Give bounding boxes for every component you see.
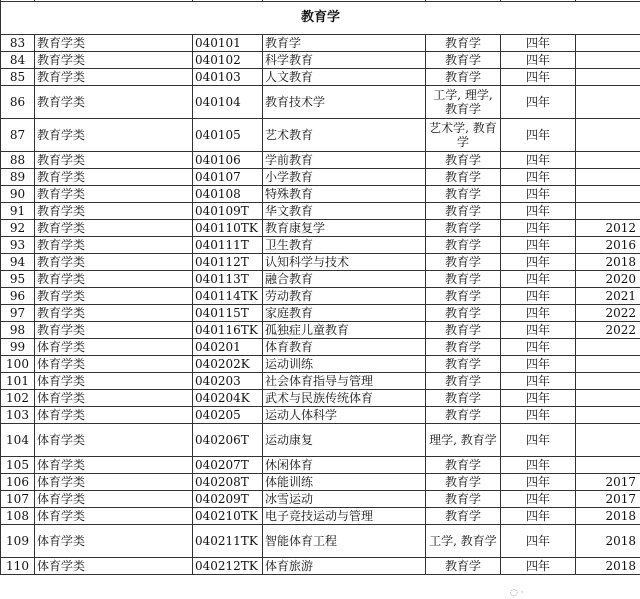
row-index: 106 (1, 474, 35, 491)
table-row (1, 203, 640, 220)
major-code-cell: 040113T (193, 271, 263, 288)
row-index: 93 (1, 237, 35, 254)
major-name-cell: 冰雪运动 (263, 491, 426, 508)
row-index: 98 (1, 322, 35, 339)
major-code-cell: 040116TK (193, 322, 263, 339)
degree-cell: 教育学 (426, 186, 501, 203)
year-added-cell (576, 390, 640, 407)
degree-cell: 教育学 (426, 220, 501, 237)
row-index: 104 (1, 424, 35, 457)
major-name-cell: 教育学 (263, 35, 426, 52)
row-index: 84 (1, 52, 35, 69)
degree-cell: 教育学 (426, 373, 501, 390)
major-code-cell: 040205 (193, 407, 263, 424)
year-added-cell: 2017 (576, 491, 640, 508)
row-index: 100 (1, 356, 35, 373)
duration-cell: 四年 (501, 373, 576, 390)
duration-cell: 四年 (501, 271, 576, 288)
major-name-cell: 小学教育 (263, 169, 426, 186)
year-added-cell: 2018 (576, 508, 640, 525)
major-code-cell: 040207T (193, 457, 263, 474)
degree-cell: 教育学 (426, 169, 501, 186)
major-code-cell: 040204K (193, 390, 263, 407)
major-name-cell: 运动康复 (263, 424, 426, 457)
row-index: 88 (1, 152, 35, 169)
major-code-cell: 040201 (193, 339, 263, 356)
year-added-cell (576, 86, 640, 119)
year-added-cell: 2022 (576, 322, 640, 339)
row-index: 105 (1, 457, 35, 474)
row-index: 85 (1, 69, 35, 86)
category-cell: 教育学类 (35, 271, 193, 288)
row-index: 108 (1, 508, 35, 525)
table-row (1, 474, 640, 491)
table-row (1, 186, 640, 203)
degree-cell: 教育学 (426, 35, 501, 52)
major-name-cell: 社会体育指导与管理 (263, 373, 426, 390)
category-cell: 教育学类 (35, 237, 193, 254)
category-cell: 体育学类 (35, 491, 193, 508)
duration-cell: 四年 (501, 424, 576, 457)
duration-cell: 四年 (501, 169, 576, 186)
year-added-cell (576, 169, 640, 186)
duration-cell: 四年 (501, 186, 576, 203)
table-row (1, 152, 640, 169)
category-cell: 体育学类 (35, 558, 193, 575)
table-row (1, 254, 640, 271)
major-name-cell: 融合教育 (263, 271, 426, 288)
category-cell: 体育学类 (35, 407, 193, 424)
category-cell: 体育学类 (35, 390, 193, 407)
table-row (1, 305, 640, 322)
year-added-cell (576, 407, 640, 424)
year-added-cell (576, 373, 640, 390)
major-code-cell: 040103 (193, 69, 263, 86)
category-cell: 教育学类 (35, 152, 193, 169)
row-index: 87 (1, 119, 35, 152)
degree-cell: 教育学 (426, 305, 501, 322)
row-index: 103 (1, 407, 35, 424)
row-index: 107 (1, 491, 35, 508)
major-code-cell: 040109T (193, 203, 263, 220)
major-code-cell: 040203 (193, 373, 263, 390)
year-added-cell (576, 457, 640, 474)
category-cell: 教育学类 (35, 186, 193, 203)
duration-cell: 四年 (501, 119, 576, 152)
major-name-cell: 卫生教育 (263, 237, 426, 254)
table-row (1, 288, 640, 305)
watermark-icon: ◌ · (510, 588, 524, 598)
table-row (1, 457, 640, 474)
category-cell: 体育学类 (35, 457, 193, 474)
degree-cell: 教育学 (426, 491, 501, 508)
year-added-cell: 2017 (576, 474, 640, 491)
table-row (1, 508, 640, 525)
degree-cell: 教育学 (426, 558, 501, 575)
row-index: 90 (1, 186, 35, 203)
major-code-cell: 040107 (193, 169, 263, 186)
major-code-cell: 040208T (193, 474, 263, 491)
table-row (1, 407, 640, 424)
duration-cell: 四年 (501, 152, 576, 169)
degree-cell: 工学, 理学, 教育学 (426, 86, 501, 119)
major-name-cell: 武术与民族传统体育 (263, 390, 426, 407)
row-index: 83 (1, 35, 35, 52)
year-added-cell (576, 35, 640, 52)
major-name-cell: 艺术教育 (263, 119, 426, 152)
degree-cell: 教育学 (426, 390, 501, 407)
major-name-cell: 孤独症儿童教育 (263, 322, 426, 339)
row-index: 97 (1, 305, 35, 322)
year-added-cell: 2022 (576, 305, 640, 322)
major-name-cell: 家庭教育 (263, 305, 426, 322)
table-row (1, 322, 640, 339)
duration-cell: 四年 (501, 86, 576, 119)
major-name-cell: 科学教育 (263, 52, 426, 69)
major-name-cell: 劳动教育 (263, 288, 426, 305)
category-cell: 教育学类 (35, 169, 193, 186)
degree-cell: 教育学 (426, 271, 501, 288)
category-cell: 体育学类 (35, 373, 193, 390)
duration-cell: 四年 (501, 339, 576, 356)
duration-cell: 四年 (501, 52, 576, 69)
duration-cell: 四年 (501, 237, 576, 254)
major-code-cell: 040112T (193, 254, 263, 271)
row-index: 109 (1, 525, 35, 558)
major-code-cell: 040206T (193, 424, 263, 457)
major-name-cell: 体育旅游 (263, 558, 426, 575)
major-name-cell: 人文教育 (263, 69, 426, 86)
duration-cell: 四年 (501, 356, 576, 373)
major-code-cell: 040202K (193, 356, 263, 373)
table-row (1, 86, 640, 119)
table-row (1, 558, 640, 575)
major-code-cell: 040211TK (193, 525, 263, 558)
row-index: 110 (1, 558, 35, 575)
table-row (1, 390, 640, 407)
year-added-cell (576, 152, 640, 169)
major-code-cell: 040115T (193, 305, 263, 322)
year-added-cell (576, 69, 640, 86)
major-name-cell: 教育康复学 (263, 220, 426, 237)
degree-cell: 教育学 (426, 52, 501, 69)
major-name-cell: 运动人体科学 (263, 407, 426, 424)
row-index: 96 (1, 288, 35, 305)
year-added-cell: 2020 (576, 271, 640, 288)
major-name-cell: 特殊教育 (263, 186, 426, 203)
year-added-cell (576, 186, 640, 203)
row-index: 86 (1, 86, 35, 119)
degree-cell: 教育学 (426, 152, 501, 169)
major-name-cell: 认知科学与技术 (263, 254, 426, 271)
major-name-cell: 电子竞技运动与管理 (263, 508, 426, 525)
duration-cell: 四年 (501, 508, 576, 525)
category-cell: 教育学类 (35, 203, 193, 220)
table-row (1, 237, 640, 254)
table-row (1, 271, 640, 288)
row-index: 102 (1, 390, 35, 407)
major-code-cell: 040210TK (193, 508, 263, 525)
major-code-cell: 040101 (193, 35, 263, 52)
category-cell: 体育学类 (35, 339, 193, 356)
duration-cell: 四年 (501, 457, 576, 474)
year-added-cell: 2016 (576, 237, 640, 254)
category-cell: 教育学类 (35, 52, 193, 69)
duration-cell: 四年 (501, 288, 576, 305)
degree-cell: 教育学 (426, 508, 501, 525)
major-name-cell: 体育教育 (263, 339, 426, 356)
table-row (1, 35, 640, 52)
row-index: 95 (1, 271, 35, 288)
major-code-cell: 040110TK (193, 220, 263, 237)
category-cell: 教育学类 (35, 305, 193, 322)
category-cell: 教育学类 (35, 322, 193, 339)
duration-cell: 四年 (501, 69, 576, 86)
duration-cell: 四年 (501, 254, 576, 271)
major-code-cell: 040104 (193, 86, 263, 119)
year-added-cell (576, 424, 640, 457)
major-code-cell: 040111T (193, 237, 263, 254)
duration-cell: 四年 (501, 525, 576, 558)
degree-cell: 教育学 (426, 322, 501, 339)
major-name-cell: 运动训练 (263, 356, 426, 373)
degree-cell: 教育学 (426, 407, 501, 424)
table-row (1, 220, 640, 237)
major-code-cell: 040102 (193, 52, 263, 69)
year-added-cell (576, 119, 640, 152)
major-name-cell: 学前教育 (263, 152, 426, 169)
category-cell: 体育学类 (35, 525, 193, 558)
degree-cell: 教育学 (426, 288, 501, 305)
category-cell: 教育学类 (35, 119, 193, 152)
category-cell: 体育学类 (35, 474, 193, 491)
major-name-cell: 休闲体育 (263, 457, 426, 474)
major-name-cell: 华文教育 (263, 203, 426, 220)
duration-cell: 四年 (501, 305, 576, 322)
duration-cell: 四年 (501, 474, 576, 491)
category-cell: 体育学类 (35, 508, 193, 525)
duration-cell: 四年 (501, 220, 576, 237)
degree-cell: 工学, 教育学 (426, 525, 501, 558)
duration-cell: 四年 (501, 558, 576, 575)
category-cell: 教育学类 (35, 220, 193, 237)
duration-cell: 四年 (501, 407, 576, 424)
table-row (1, 525, 640, 558)
major-code-cell: 040114TK (193, 288, 263, 305)
major-code-cell: 040106 (193, 152, 263, 169)
year-added-cell: 2021 (576, 288, 640, 305)
major-code-cell: 040105 (193, 119, 263, 152)
table-row (1, 339, 640, 356)
duration-cell: 四年 (501, 390, 576, 407)
table-row (1, 373, 640, 390)
year-added-cell: 2018 (576, 254, 640, 271)
major-code-cell: 040108 (193, 186, 263, 203)
table-row (1, 169, 640, 186)
degree-cell: 理学, 教育学 (426, 424, 501, 457)
section-header-row (1, 2, 640, 35)
category-cell: 体育学类 (35, 424, 193, 457)
duration-cell: 四年 (501, 322, 576, 339)
duration-cell: 四年 (501, 35, 576, 52)
major-name-cell: 智能体育工程 (263, 525, 426, 558)
table-row (1, 69, 640, 86)
major-code-cell: 040212TK (193, 558, 263, 575)
degree-cell: 教育学 (426, 203, 501, 220)
row-index: 91 (1, 203, 35, 220)
row-index: 101 (1, 373, 35, 390)
table-row (1, 119, 640, 152)
degree-cell: 艺术学, 教育学 (426, 119, 501, 152)
degree-cell: 教育学 (426, 237, 501, 254)
category-cell: 教育学类 (35, 35, 193, 52)
duration-cell: 四年 (501, 491, 576, 508)
row-index: 92 (1, 220, 35, 237)
category-cell: 体育学类 (35, 356, 193, 373)
degree-cell: 教育学 (426, 339, 501, 356)
table-row (1, 52, 640, 69)
degree-cell: 教育学 (426, 457, 501, 474)
degree-cell: 教育学 (426, 254, 501, 271)
degree-cell: 教育学 (426, 474, 501, 491)
year-added-cell (576, 356, 640, 373)
table-row (1, 424, 640, 457)
duration-cell: 四年 (501, 203, 576, 220)
table-row (1, 491, 640, 508)
year-added-cell: 2018 (576, 558, 640, 575)
row-index: 89 (1, 169, 35, 186)
section-title: 教育学 (1, 2, 640, 35)
category-cell: 教育学类 (35, 288, 193, 305)
major-name-cell: 教育技术学 (263, 86, 426, 119)
year-added-cell (576, 52, 640, 69)
row-index: 94 (1, 254, 35, 271)
year-added-cell (576, 339, 640, 356)
major-code-cell: 040209T (193, 491, 263, 508)
year-added-cell (576, 203, 640, 220)
table-body (1, 0, 640, 575)
table-row (1, 356, 640, 373)
degree-cell: 教育学 (426, 356, 501, 373)
category-cell: 教育学类 (35, 254, 193, 271)
row-index: 99 (1, 339, 35, 356)
major-name-cell: 体能训练 (263, 474, 426, 491)
year-added-cell: 2018 (576, 525, 640, 558)
category-cell: 教育学类 (35, 69, 193, 86)
year-added-cell: 2012 (576, 220, 640, 237)
degree-cell: 教育学 (426, 69, 501, 86)
category-cell: 教育学类 (35, 86, 193, 119)
